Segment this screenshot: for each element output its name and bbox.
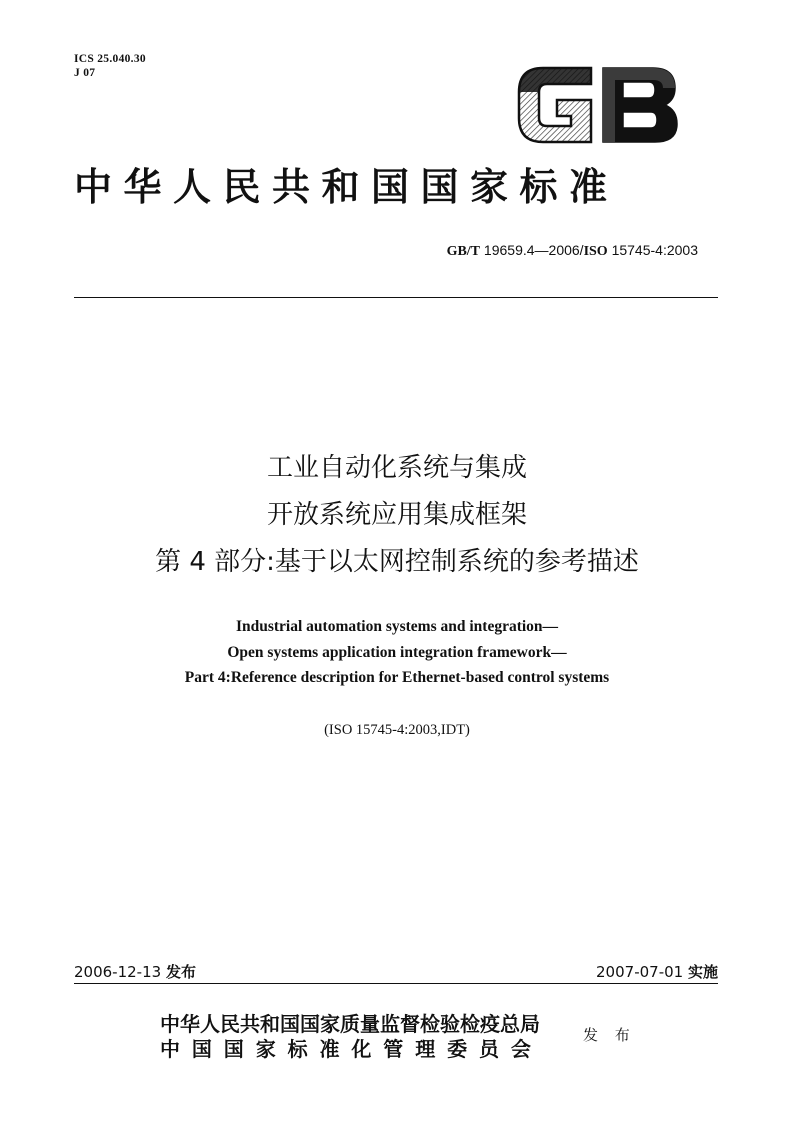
iso-prefix: ISO [583,244,608,259]
english-title-line-1: Industrial automation systems and integration— [235,618,559,635]
issue-label: 发布 [165,963,196,981]
chinese-title-line-3: 第 4 部分:基于以太网控制系统的参考描述 [155,547,639,577]
iso-number-value: 15745-4:2003 [611,242,698,258]
ccs-code: J 07 [74,67,96,79]
standard-number [447,241,698,261]
ics-code: ICS 25.040.30 [74,53,146,65]
issuer-line-2: 中国国家标准化管理委员会 [160,1037,543,1061]
effective-date [596,962,718,982]
header-divider [74,297,718,298]
chinese-title-line-1: 工业自动化系统与集成 [266,453,527,483]
classification-codes [74,52,146,80]
english-title [0,614,794,691]
country-standard-title: 中华人民共和国国家标准 [74,164,619,209]
gb-logo [513,60,683,150]
english-title-line-2: Open systems application integration framework— [227,643,567,661]
chinese-title [0,445,794,586]
standard-prefix: GB/T [446,244,481,259]
iso-equivalence: (ISO 15745-4:2003,IDT) [324,722,470,738]
publish-label: 发 布 [583,1026,636,1044]
issue-date [74,962,196,982]
issue-date-value: 2006-12-13 [74,963,162,981]
chinese-title-line-2: 开放系统应用集成框架 [266,500,527,530]
issuer-line-1: 中华人民共和国国家质量监督检验检疫总局 [160,1012,540,1036]
issuing-authorities [160,1012,543,1062]
effective-label: 实施 [687,963,718,981]
english-title-line-3: Part 4:Reference description for Ethernet-based control systems [184,669,610,686]
footer-divider [74,983,718,984]
standard-number-value: 19659.4—2006/ [483,242,584,258]
effective-date-value: 2007-07-01 [596,963,684,981]
